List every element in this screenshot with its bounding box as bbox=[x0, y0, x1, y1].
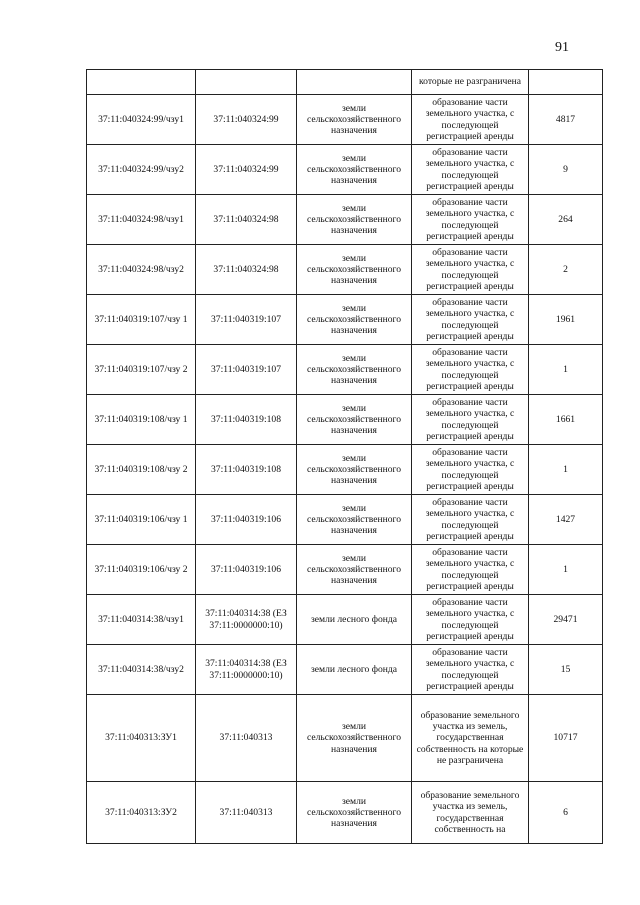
cell-action: образование части земельного участка, с последующей регистрацией аренды bbox=[412, 395, 529, 445]
table-row bbox=[87, 245, 603, 295]
cell-action: образование части земельного участка, с последующей регистрацией аренды bbox=[412, 295, 529, 345]
cell-area: 9 bbox=[529, 145, 603, 195]
cell-land-category: земли сельскохозяйственного назначения bbox=[297, 145, 412, 195]
cell-category bbox=[297, 70, 412, 95]
cell-action: образование части земельного участка, с последующей регистрацией аренды bbox=[412, 445, 529, 495]
cell-area bbox=[529, 70, 603, 95]
cell-land-category: земли сельскохозяйственного назначения bbox=[297, 782, 412, 844]
cell-action: образование части земельного участка, с последующей регистрацией аренды bbox=[412, 345, 529, 395]
cell-parent-plot: 37:11:040324:98 bbox=[196, 245, 297, 295]
table-row bbox=[87, 95, 603, 145]
cell-action: которые не разграничена bbox=[412, 70, 529, 95]
cell-parent-plot: 37:11:040314:38 (ЕЗ 37:11:0000000:10) bbox=[196, 595, 297, 645]
cell-plot-id: 37:11:040319:107/чзу 1 bbox=[87, 295, 196, 345]
cell-action: образование части земельного участка, с последующей регистрацией аренды bbox=[412, 245, 529, 295]
cell-plot-id: 37:11:040319:106/чзу 1 bbox=[87, 495, 196, 545]
cell-action: образование части земельного участка, с последующей регистрацией аренды bbox=[412, 145, 529, 195]
table-row bbox=[87, 495, 603, 545]
cell-parent-plot: 37:11:040324:99 bbox=[196, 95, 297, 145]
cell-action: образование части земельного участка, с последующей регистрацией аренды bbox=[412, 595, 529, 645]
cell-plot-id: 37:11:040319:107/чзу 2 bbox=[87, 345, 196, 395]
table-row-continued bbox=[87, 70, 603, 95]
cell-action: образование части земельного участка, с последующей регистрацией аренды bbox=[412, 95, 529, 145]
page-number: 91 bbox=[555, 40, 569, 55]
cell-area: 1961 bbox=[529, 295, 603, 345]
cell-parent-plot: 37:11:040319:107 bbox=[196, 295, 297, 345]
cell-area: 1 bbox=[529, 345, 603, 395]
cell-plot-id: 37:11:040319:108/чзу 2 bbox=[87, 445, 196, 495]
cell-plot-id: 37:11:040324:99/чзу1 bbox=[87, 95, 196, 145]
cell-land-category: земли сельскохозяйственного назначения bbox=[297, 345, 412, 395]
cell-area: 4817 bbox=[529, 95, 603, 145]
cell-action: образование земельного участка из земель, государственная собственность на которые не разграничена bbox=[412, 695, 529, 782]
cell-plot-id: 37:11:040319:108/чзу 1 bbox=[87, 395, 196, 445]
cell-land-category: земли сельскохозяйственного назначения bbox=[297, 245, 412, 295]
cell-area: 29471 bbox=[529, 595, 603, 645]
cell-area: 264 bbox=[529, 195, 603, 245]
cell-land-category: земли сельскохозяйственного назначения bbox=[297, 445, 412, 495]
cell-land-category: земли лесного фонда bbox=[297, 595, 412, 645]
cell-parent-plot: 37:11:040319:106 bbox=[196, 495, 297, 545]
cell-id bbox=[87, 70, 196, 95]
cell-parent-plot: 37:11:040313 bbox=[196, 695, 297, 782]
cell-area: 1 bbox=[529, 445, 603, 495]
cell-action: образование части земельного участка, с последующей регистрацией аренды bbox=[412, 495, 529, 545]
cell-parent-plot: 37:11:040314:38 (ЕЗ 37:11:0000000:10) bbox=[196, 645, 297, 695]
cell-parent-plot: 37:11:040324:98 bbox=[196, 195, 297, 245]
cell-action: образование части земельного участка, с последующей регистрацией аренды bbox=[412, 545, 529, 595]
cell-area: 1427 bbox=[529, 495, 603, 545]
cell-land-category: земли сельскохозяйственного назначения bbox=[297, 695, 412, 782]
table-row bbox=[87, 345, 603, 395]
cell-land-category: земли сельскохозяйственного назначения bbox=[297, 195, 412, 245]
cell-parent-plot: 37:11:040313 bbox=[196, 782, 297, 844]
table-row bbox=[87, 395, 603, 445]
table-row bbox=[87, 445, 603, 495]
cell-parent-plot: 37:11:040319:108 bbox=[196, 395, 297, 445]
cell-plot-id: 37:11:040319:106/чзу 2 bbox=[87, 545, 196, 595]
cell-area: 2 bbox=[529, 245, 603, 295]
table-row bbox=[87, 545, 603, 595]
cell-plot-id: 37:11:040313:ЗУ1 bbox=[87, 695, 196, 782]
cell-parent-plot: 37:11:040319:108 bbox=[196, 445, 297, 495]
cell-land-category: земли сельскохозяйственного назначения bbox=[297, 395, 412, 445]
cell-plot-id: 37:11:040314:38/чзу1 bbox=[87, 595, 196, 645]
cell-area: 6 bbox=[529, 782, 603, 844]
table-row bbox=[87, 695, 603, 782]
cell-plot-id: 37:11:040313:ЗУ2 bbox=[87, 782, 196, 844]
cell-land-category: земли сельскохозяйственного назначения bbox=[297, 95, 412, 145]
cell-plot-id: 37:11:040314:38/чзу2 bbox=[87, 645, 196, 695]
cell-area: 15 bbox=[529, 645, 603, 695]
cell-parent-plot: 37:11:040319:107 bbox=[196, 345, 297, 395]
table-row bbox=[87, 295, 603, 345]
cell-land-category: земли сельскохозяйственного назначения bbox=[297, 295, 412, 345]
cell-area: 1 bbox=[529, 545, 603, 595]
cell-area: 1661 bbox=[529, 395, 603, 445]
cell-action: образование земельного участка из земель, государственная собственность на bbox=[412, 782, 529, 844]
table-row bbox=[87, 782, 603, 844]
cell-action: образование части земельного участка, с последующей регистрацией аренды bbox=[412, 645, 529, 695]
cell-plot-id: 37:11:040324:98/чзу1 bbox=[87, 195, 196, 245]
cell-parent-plot: 37:11:040319:106 bbox=[196, 545, 297, 595]
cell-land-category: земли лесного фонда bbox=[297, 645, 412, 695]
land-plots-table bbox=[86, 69, 603, 844]
cell-land-category: земли сельскохозяйственного назначения bbox=[297, 495, 412, 545]
cell-action: образование части земельного участка, с последующей регистрацией аренды bbox=[412, 195, 529, 245]
cell-area: 10717 bbox=[529, 695, 603, 782]
table-row bbox=[87, 195, 603, 245]
cell-plot-id: 37:11:040324:99/чзу2 bbox=[87, 145, 196, 195]
cell-land-category: земли сельскохозяйственного назначения bbox=[297, 545, 412, 595]
table-row bbox=[87, 145, 603, 195]
table-row bbox=[87, 595, 603, 645]
cell-parent-plot: 37:11:040324:99 bbox=[196, 145, 297, 195]
table-row bbox=[87, 645, 603, 695]
cell-parent bbox=[196, 70, 297, 95]
cell-plot-id: 37:11:040324:98/чзу2 bbox=[87, 245, 196, 295]
